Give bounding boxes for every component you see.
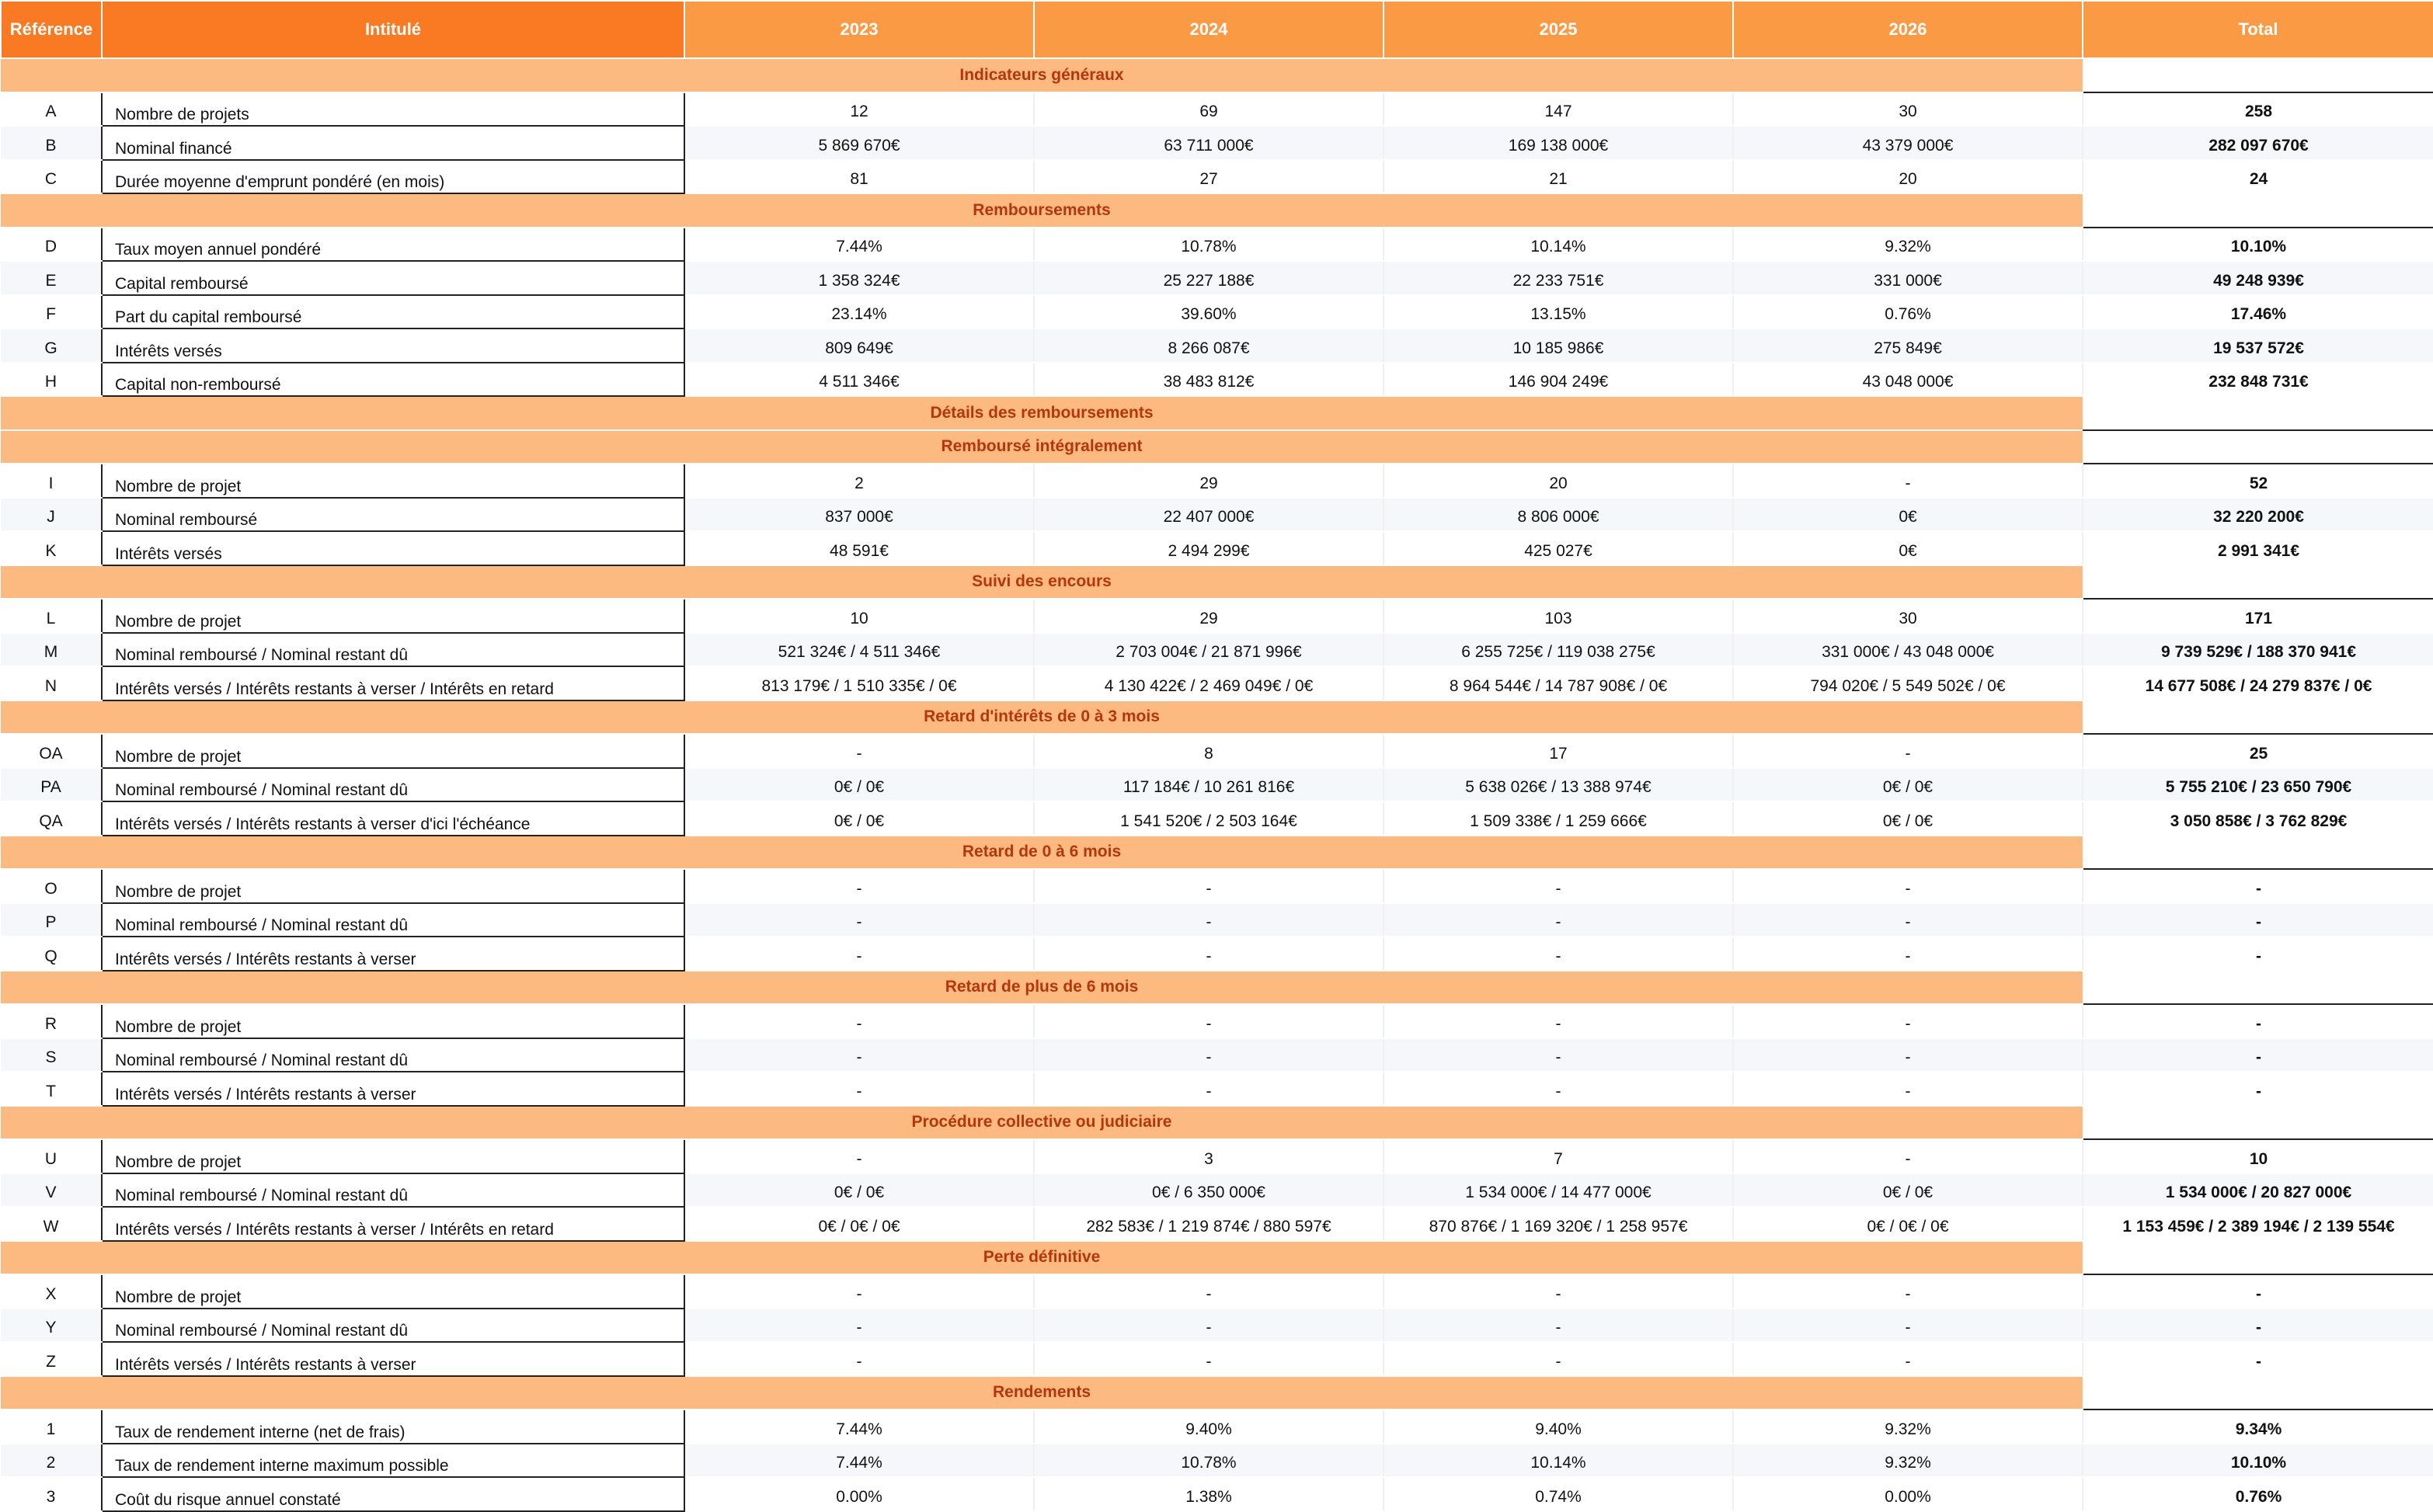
table-row (1, 1072, 2433, 1106)
reference-cell[interactable]: P (1, 903, 102, 937)
value-cell[interactable]: 27 (1034, 160, 1384, 194)
reference-cell[interactable]: E (1, 261, 102, 295)
value-cell[interactable]: - (1733, 869, 2083, 903)
total-cell[interactable]: - (2083, 1342, 2433, 1376)
reference-cell[interactable]: N (1, 666, 102, 700)
section-title: Procédure collective ou judiciaire (1, 1106, 2083, 1140)
value-cell[interactable]: 794 020€ / 5 549 502€ / 0€ (1733, 666, 2083, 700)
total-cell[interactable]: - (2083, 1038, 2433, 1072)
value-cell[interactable]: - (1384, 1038, 1733, 1072)
total-cell[interactable]: 282 097 670€ (2083, 126, 2433, 160)
total-cell[interactable]: - (2083, 903, 2433, 937)
table-row (1, 599, 2433, 633)
value-cell[interactable]: 9.40% (1034, 1409, 1384, 1444)
total-cell[interactable]: 49 248 939€ (2083, 261, 2433, 295)
value-cell[interactable]: 0.76% (1733, 295, 2083, 329)
section-header-row (1, 836, 2433, 870)
value-cell[interactable]: 1 534 000€ / 14 477 000€ (1384, 1173, 1733, 1208)
table-body (1, 58, 2433, 1511)
table-row (1, 92, 2433, 127)
value-cell[interactable]: - (1733, 903, 2083, 937)
total-cell[interactable]: 19 537 572€ (2083, 328, 2433, 363)
reference-cell[interactable]: F (1, 295, 102, 329)
value-cell[interactable]: 9.32% (1733, 1444, 2083, 1478)
total-cell[interactable]: - (2083, 869, 2433, 903)
value-cell[interactable]: - (684, 1139, 1034, 1173)
value-cell[interactable]: - (1384, 903, 1733, 937)
reference-cell[interactable]: X (1, 1274, 102, 1309)
total-cell[interactable]: 171 (2083, 599, 2433, 633)
value-cell[interactable]: - (1034, 1342, 1384, 1376)
reference-cell[interactable]: T (1, 1072, 102, 1106)
value-cell[interactable]: 837 000€ (684, 498, 1034, 532)
value-cell[interactable]: 1 509 338€ / 1 259 666€ (1384, 801, 1733, 836)
total-cell[interactable]: - (2083, 937, 2433, 971)
value-cell[interactable]: - (1384, 1004, 1733, 1038)
total-cell[interactable]: 0.76% (2083, 1477, 2433, 1511)
section-header-row (1, 58, 2433, 92)
value-cell[interactable]: 7.44% (684, 1409, 1034, 1444)
value-cell[interactable]: - (1733, 734, 2083, 768)
value-cell[interactable]: 147 (1384, 92, 1733, 127)
reference-cell[interactable]: V (1, 1173, 102, 1208)
table-row (1, 1444, 2433, 1478)
value-cell[interactable]: - (1733, 1038, 2083, 1072)
table-row (1, 261, 2433, 295)
section-total-cell[interactable] (2083, 700, 2433, 735)
value-cell[interactable]: 7.44% (684, 1444, 1034, 1478)
value-cell[interactable]: 10.78% (1034, 1444, 1384, 1478)
label-cell[interactable]: Coût du risque annuel constaté (102, 1477, 684, 1511)
value-cell[interactable]: 2 494 299€ (1034, 531, 1384, 565)
total-cell[interactable]: 258 (2083, 92, 2433, 127)
header-reference[interactable]: Référence (1, 1, 102, 58)
value-cell[interactable]: 0€ / 0€ (1733, 768, 2083, 802)
value-cell[interactable]: - (1384, 1274, 1733, 1309)
value-cell[interactable]: 29 (1034, 599, 1384, 633)
table-row (1, 363, 2433, 397)
section-header-row (1, 565, 2433, 600)
value-cell[interactable]: 10.78% (1034, 228, 1384, 262)
reference-cell[interactable]: K (1, 531, 102, 565)
label-cell[interactable]: Intérêts versés / Intérêts restants à verser d'ici l'échéance (102, 801, 684, 836)
reference-cell[interactable]: L (1, 599, 102, 633)
label-cell[interactable]: Taux moyen annuel pondéré (102, 228, 684, 262)
reference-cell[interactable]: 2 (1, 1444, 102, 1478)
total-cell[interactable]: 17.46% (2083, 295, 2433, 329)
section-header-row (1, 1106, 2433, 1140)
value-cell[interactable]: 23.14% (684, 295, 1034, 329)
value-cell[interactable]: 7 (1384, 1139, 1733, 1173)
table-row (1, 1342, 2433, 1376)
value-cell[interactable]: 8 806 000€ (1384, 498, 1733, 532)
table-row (1, 464, 2433, 498)
value-cell[interactable]: 0€ / 0€ (684, 801, 1034, 836)
reference-cell[interactable]: M (1, 633, 102, 667)
total-cell[interactable]: - (2083, 1004, 2433, 1038)
value-cell[interactable]: 8 266 087€ (1034, 328, 1384, 363)
value-cell[interactable]: 39.60% (1034, 295, 1384, 329)
reference-cell[interactable]: B (1, 126, 102, 160)
value-cell[interactable]: 0.74% (1384, 1477, 1733, 1511)
value-cell[interactable]: - (1384, 869, 1733, 903)
value-cell[interactable]: 81 (684, 160, 1034, 194)
table-row (1, 1207, 2433, 1241)
table-row (1, 531, 2433, 565)
value-cell[interactable]: 5 869 670€ (684, 126, 1034, 160)
table-row (1, 126, 2433, 160)
value-cell[interactable]: - (684, 903, 1034, 937)
section-total-cell[interactable] (2083, 1106, 2433, 1140)
value-cell[interactable]: 870 876€ / 1 169 320€ / 1 258 957€ (1384, 1207, 1733, 1241)
value-cell[interactable]: 20 (1733, 160, 2083, 194)
label-cell[interactable]: Intérêts versés / Intérêts restants à verser / Intérêts en retard (102, 1207, 684, 1241)
value-cell[interactable]: 17 (1384, 734, 1733, 768)
value-cell[interactable]: 0€ / 0€ (684, 1173, 1034, 1208)
value-cell[interactable]: - (1034, 1072, 1384, 1106)
header-year[interactable]: 2025 (1384, 1, 1733, 58)
total-cell[interactable]: 5 755 210€ / 23 650 790€ (2083, 768, 2433, 802)
total-cell[interactable]: 232 848 731€ (2083, 363, 2433, 397)
section-header-row (1, 1241, 2433, 1275)
section-title: Détails des remboursements (1, 396, 2083, 430)
section-total-cell[interactable] (2083, 1376, 2433, 1410)
value-cell[interactable]: - (684, 1309, 1034, 1343)
section-title: Retard de plus de 6 mois (1, 971, 2083, 1005)
section-title: Remboursé intégralement (1, 430, 2083, 464)
value-cell[interactable]: 0.00% (1733, 1477, 2083, 1511)
total-cell[interactable]: - (2083, 1309, 2433, 1343)
label-cell[interactable]: Nombre de projet (102, 734, 684, 768)
section-header-row (1, 430, 2433, 464)
value-cell[interactable]: 10.14% (1384, 228, 1733, 262)
label-cell[interactable]: Nominal remboursé (102, 498, 684, 532)
label-cell[interactable]: Nombre de projet (102, 1274, 684, 1309)
table-row (1, 801, 2433, 836)
total-cell[interactable]: 2 991 341€ (2083, 531, 2433, 565)
value-cell[interactable]: 29 (1034, 464, 1384, 498)
total-cell[interactable]: - (2083, 1274, 2433, 1309)
section-header-row (1, 971, 2433, 1005)
value-cell[interactable]: 0€ (1733, 498, 2083, 532)
table-row (1, 768, 2433, 802)
value-cell[interactable]: 0.00% (684, 1477, 1034, 1511)
value-cell[interactable]: 22 407 000€ (1034, 498, 1384, 532)
section-title: Retard d'intérêts de 0 à 3 mois (1, 700, 2083, 735)
label-cell[interactable]: Capital non-remboursé (102, 363, 684, 397)
section-title: Remboursements (1, 193, 2083, 228)
value-cell[interactable]: 12 (684, 92, 1034, 127)
value-cell[interactable]: 5 638 026€ / 13 388 974€ (1384, 768, 1733, 802)
total-cell[interactable]: 9.34% (2083, 1409, 2433, 1444)
label-cell[interactable]: Nominal remboursé / Nominal restant dû (102, 1173, 684, 1208)
table-row (1, 228, 2433, 262)
value-cell[interactable]: 0€ / 0€ (1733, 1173, 2083, 1208)
value-cell[interactable]: - (1384, 937, 1733, 971)
value-cell[interactable]: 10.14% (1384, 1444, 1733, 1478)
value-cell[interactable]: 9.32% (1733, 1409, 2083, 1444)
section-title: Retard de 0 à 6 mois (1, 836, 2083, 870)
label-cell[interactable]: Intérêts versés / Intérêts restants à verser / Intérêts en retard (102, 666, 684, 700)
reference-cell[interactable]: J (1, 498, 102, 532)
value-cell[interactable]: - (684, 1342, 1034, 1376)
value-cell[interactable]: - (684, 1038, 1034, 1072)
section-total-cell[interactable] (2083, 836, 2433, 870)
value-cell[interactable]: 48 591€ (684, 531, 1034, 565)
label-cell[interactable]: Intérêts versés (102, 328, 684, 363)
label-cell[interactable]: Taux de rendement interne maximum possible (102, 1444, 684, 1478)
reference-cell[interactable]: G (1, 328, 102, 363)
value-cell[interactable]: - (1034, 1274, 1384, 1309)
table-row (1, 160, 2433, 194)
value-cell[interactable]: 6 255 725€ / 119 038 275€ (1384, 633, 1733, 667)
value-cell[interactable]: 30 (1733, 92, 2083, 127)
value-cell[interactable]: 10 (684, 599, 1034, 633)
total-cell[interactable]: 3 050 858€ / 3 762 829€ (2083, 801, 2433, 836)
value-cell[interactable]: 43 048 000€ (1733, 363, 2083, 397)
section-header-row (1, 396, 2433, 430)
value-cell[interactable]: 282 583€ / 1 219 874€ / 880 597€ (1034, 1207, 1384, 1241)
value-cell[interactable]: 521 324€ / 4 511 346€ (684, 633, 1034, 667)
value-cell[interactable]: - (1733, 1004, 2083, 1038)
value-cell[interactable]: - (1733, 464, 2083, 498)
header-year[interactable]: 2023 (684, 1, 1034, 58)
label-cell[interactable]: Intérêts versés (102, 531, 684, 565)
value-cell[interactable]: 7.44% (684, 228, 1034, 262)
label-cell[interactable]: Nominal remboursé / Nominal restant dû (102, 1038, 684, 1072)
reference-cell[interactable]: W (1, 1207, 102, 1241)
label-cell[interactable]: Nominal remboursé / Nominal restant dû (102, 768, 684, 802)
value-cell[interactable]: 69 (1034, 92, 1384, 127)
value-cell[interactable]: - (684, 1072, 1034, 1106)
reference-cell[interactable]: Q (1, 937, 102, 971)
value-cell[interactable]: 331 000€ (1733, 261, 2083, 295)
value-cell[interactable]: 8 (1034, 734, 1384, 768)
table-row (1, 666, 2433, 700)
value-cell[interactable]: - (1034, 1309, 1384, 1343)
table-row (1, 869, 2433, 903)
table-row (1, 1477, 2433, 1511)
value-cell[interactable]: - (1034, 937, 1384, 971)
header-year[interactable]: 2024 (1034, 1, 1384, 58)
value-cell[interactable]: 813 179€ / 1 510 335€ / 0€ (684, 666, 1034, 700)
value-cell[interactable]: 9.32% (1733, 228, 2083, 262)
value-cell[interactable]: 2 (684, 464, 1034, 498)
reference-cell[interactable]: OA (1, 734, 102, 768)
section-total-cell[interactable] (2083, 193, 2433, 228)
section-total-cell[interactable] (2083, 396, 2433, 430)
section-title: Suivi des encours (1, 565, 2083, 600)
value-cell[interactable]: - (684, 1274, 1034, 1309)
total-cell[interactable]: 25 (2083, 734, 2433, 768)
header-label[interactable]: Intitulé (102, 1, 684, 58)
value-cell[interactable]: 4 130 422€ / 2 469 049€ / 0€ (1034, 666, 1384, 700)
value-cell[interactable]: 3 (1034, 1139, 1384, 1173)
reference-cell[interactable]: A (1, 92, 102, 127)
value-cell[interactable]: - (1733, 1309, 2083, 1343)
value-cell[interactable]: 20 (1384, 464, 1733, 498)
value-cell[interactable]: - (684, 869, 1034, 903)
value-cell[interactable]: - (1034, 869, 1384, 903)
header-total[interactable]: Total (2083, 1, 2433, 58)
reference-cell[interactable]: I (1, 464, 102, 498)
value-cell[interactable]: 22 233 751€ (1384, 261, 1733, 295)
total-cell[interactable]: 52 (2083, 464, 2433, 498)
value-cell[interactable]: - (1034, 1038, 1384, 1072)
value-cell[interactable]: - (684, 734, 1034, 768)
table-row (1, 1274, 2433, 1309)
table-row (1, 295, 2433, 329)
table-row (1, 1139, 2433, 1173)
value-cell[interactable]: 21 (1384, 160, 1733, 194)
total-cell[interactable]: 10.10% (2083, 1444, 2433, 1478)
reference-cell[interactable]: D (1, 228, 102, 262)
total-cell[interactable]: 1 153 459€ / 2 389 194€ / 2 139 554€ (2083, 1207, 2433, 1241)
section-title: Rendements (1, 1376, 2083, 1410)
section-total-cell[interactable] (2083, 58, 2433, 92)
total-cell[interactable]: 9 739 529€ / 188 370 941€ (2083, 633, 2433, 667)
label-cell[interactable]: Part du capital remboursé (102, 295, 684, 329)
section-total-cell[interactable] (2083, 430, 2433, 464)
table-row (1, 937, 2433, 971)
label-cell[interactable]: Nombre de projet (102, 869, 684, 903)
value-cell[interactable]: - (1034, 1004, 1384, 1038)
reference-cell[interactable]: PA (1, 768, 102, 802)
total-cell[interactable]: 10 (2083, 1139, 2433, 1173)
value-cell[interactable]: - (684, 937, 1034, 971)
label-cell[interactable]: Nombre de projet (102, 599, 684, 633)
reference-cell[interactable]: O (1, 869, 102, 903)
reference-cell[interactable]: Y (1, 1309, 102, 1343)
value-cell[interactable]: 63 711 000€ (1034, 126, 1384, 160)
value-cell[interactable]: - (1733, 1274, 2083, 1309)
value-cell[interactable]: 9.40% (1384, 1409, 1733, 1444)
section-total-cell[interactable] (2083, 971, 2433, 1005)
label-cell[interactable]: Nominal financé (102, 126, 684, 160)
value-cell[interactable]: - (1733, 1139, 2083, 1173)
table-row (1, 1309, 2433, 1343)
value-cell[interactable]: - (684, 1004, 1034, 1038)
header-row (1, 1, 2433, 58)
table-row (1, 1038, 2433, 1072)
label-cell[interactable]: Nombre de projet (102, 464, 684, 498)
value-cell[interactable]: - (1733, 1342, 2083, 1376)
value-cell[interactable]: 103 (1384, 599, 1733, 633)
section-header-row (1, 193, 2433, 228)
value-cell[interactable]: - (1384, 1342, 1733, 1376)
value-cell[interactable]: 0€ (1733, 531, 2083, 565)
reference-cell[interactable]: QA (1, 801, 102, 836)
reference-cell[interactable]: C (1, 160, 102, 194)
value-cell[interactable]: - (1034, 903, 1384, 937)
value-cell[interactable]: 809 649€ (684, 328, 1034, 363)
table-row (1, 1173, 2433, 1208)
value-cell[interactable]: 2 703 004€ / 21 871 996€ (1034, 633, 1384, 667)
value-cell[interactable]: 4 511 346€ (684, 363, 1034, 397)
table-row (1, 734, 2433, 768)
value-cell[interactable]: 1.38% (1034, 1477, 1384, 1511)
value-cell[interactable]: 169 138 000€ (1384, 126, 1733, 160)
section-title: Indicateurs généraux (1, 58, 2083, 92)
label-cell[interactable]: Intérêts versés / Intérêts restants à verser (102, 1342, 684, 1376)
value-cell[interactable]: 275 849€ (1733, 328, 2083, 363)
reference-cell[interactable]: U (1, 1139, 102, 1173)
label-cell[interactable]: Nombre de projets (102, 92, 684, 127)
table-row (1, 1004, 2433, 1038)
total-cell[interactable]: 24 (2083, 160, 2433, 194)
section-header-row (1, 1376, 2433, 1410)
label-cell[interactable]: Nominal remboursé / Nominal restant dû (102, 903, 684, 937)
value-cell[interactable]: 0€ / 0€ / 0€ (1733, 1207, 2083, 1241)
table-row (1, 498, 2433, 532)
value-cell[interactable]: 146 904 249€ (1384, 363, 1733, 397)
label-cell[interactable]: Nominal remboursé / Nominal restant dû (102, 633, 684, 667)
table-row (1, 633, 2433, 667)
value-cell[interactable]: 30 (1733, 599, 2083, 633)
value-cell[interactable]: 0€ / 6 350 000€ (1034, 1173, 1384, 1208)
value-cell[interactable]: 13.15% (1384, 295, 1733, 329)
value-cell[interactable]: 331 000€ / 43 048 000€ (1733, 633, 2083, 667)
value-cell[interactable]: - (1384, 1309, 1733, 1343)
reference-cell[interactable]: R (1, 1004, 102, 1038)
total-cell[interactable]: 10.10% (2083, 228, 2433, 262)
section-total-cell[interactable] (2083, 565, 2433, 600)
value-cell[interactable]: - (1384, 1072, 1733, 1106)
total-cell[interactable]: 14 677 508€ / 24 279 837€ / 0€ (2083, 666, 2433, 700)
label-cell[interactable]: Intérêts versés / Intérêts restants à verser (102, 1072, 684, 1106)
total-cell[interactable]: 32 220 200€ (2083, 498, 2433, 532)
reference-cell[interactable]: 1 (1, 1409, 102, 1444)
table-row (1, 903, 2433, 937)
total-cell[interactable]: - (2083, 1072, 2433, 1106)
table-row (1, 1409, 2433, 1444)
value-cell[interactable]: 38 483 812€ (1034, 363, 1384, 397)
label-cell[interactable]: Nominal remboursé / Nominal restant dû (102, 1309, 684, 1343)
label-cell[interactable]: Nombre de projet (102, 1139, 684, 1173)
reference-cell[interactable]: Z (1, 1342, 102, 1376)
section-title: Perte définitive (1, 1241, 2083, 1275)
section-total-cell[interactable] (2083, 1241, 2433, 1275)
label-cell[interactable]: Capital remboursé (102, 261, 684, 295)
value-cell[interactable]: 8 964 544€ / 14 787 908€ / 0€ (1384, 666, 1733, 700)
label-cell[interactable]: Taux de rendement interne (net de frais) (102, 1409, 684, 1444)
value-cell[interactable]: 425 027€ (1384, 531, 1733, 565)
label-cell[interactable]: Intérêts versés / Intérêts restants à verser (102, 937, 684, 971)
header-year[interactable]: 2026 (1733, 1, 2083, 58)
value-cell[interactable]: - (1733, 937, 2083, 971)
reference-cell[interactable]: H (1, 363, 102, 397)
value-cell[interactable]: 1 358 324€ (684, 261, 1034, 295)
table-row (1, 328, 2433, 363)
total-cell[interactable]: 1 534 000€ / 20 827 000€ (2083, 1173, 2433, 1208)
value-cell[interactable]: 10 185 986€ (1384, 328, 1733, 363)
value-cell[interactable]: - (1733, 1072, 2083, 1106)
value-cell[interactable]: 117 184€ / 10 261 816€ (1034, 768, 1384, 802)
value-cell[interactable]: 0€ / 0€ / 0€ (684, 1207, 1034, 1241)
label-cell[interactable]: Durée moyenne d'emprunt pondéré (en mois) (102, 160, 684, 194)
section-header-row (1, 700, 2433, 735)
reference-cell[interactable]: 3 (1, 1477, 102, 1511)
value-cell[interactable]: 0€ / 0€ (684, 768, 1034, 802)
reference-cell[interactable]: S (1, 1038, 102, 1072)
value-cell[interactable]: 25 227 188€ (1034, 261, 1384, 295)
value-cell[interactable]: 43 379 000€ (1733, 126, 2083, 160)
label-cell[interactable]: Nombre de projet (102, 1004, 684, 1038)
value-cell[interactable]: 0€ / 0€ (1733, 801, 2083, 836)
value-cell[interactable]: 1 541 520€ / 2 503 164€ (1034, 801, 1384, 836)
